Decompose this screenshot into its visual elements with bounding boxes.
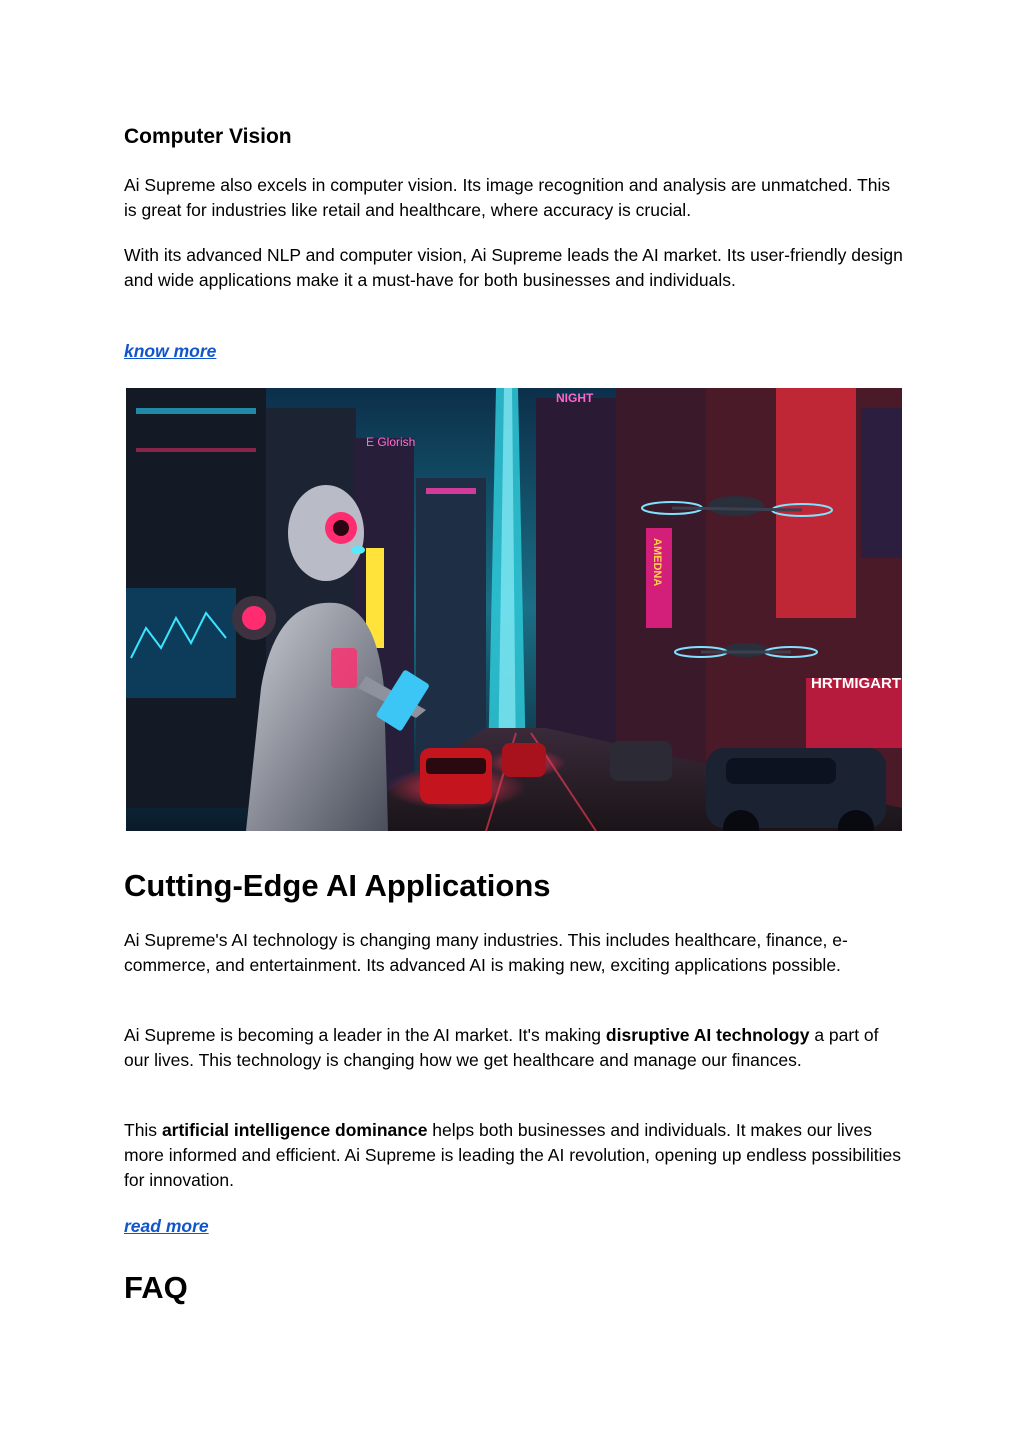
red-car-1 <box>420 748 492 804</box>
dark-car <box>610 741 672 781</box>
applications-paragraph-2-text-b: a part of our lives. This technology is changing how we get healthcare and manage our finances. <box>124 1025 879 1070</box>
computer-vision-paragraph-2: With its advanced NLP and computer vision, Ai Supreme leads the AI market. Its user-friendly design and wide applications make it a must-have for both businesses and individuals. <box>124 245 903 290</box>
read-more-link[interactable]: read more <box>124 1216 209 1236</box>
computer-vision-heading: Computer Vision <box>124 125 292 148</box>
applications-paragraph-1: Ai Supreme's AI technology is changing many industries. This includes healthcare, finance, e-commerce, and entertainment. Its advanced AI is making new, exciting applications possible. <box>124 930 848 975</box>
stock-screen <box>126 588 236 698</box>
sign-hrtmigart: HRTMIGART <box>811 675 901 692</box>
applications-paragraph-3 <box>124 1118 904 1193</box>
applications-paragraph-3-text-a: This <box>124 1120 162 1140</box>
cyberpunk-city-illustration <box>126 388 902 831</box>
applications-heading: Cutting-Edge AI Applications <box>124 868 551 903</box>
disruptive-ai-technology-emphasis: disruptive AI technology <box>605 1025 810 1045</box>
sign-amedna: AMEDNA <box>651 538 663 587</box>
red-car-2 <box>502 743 546 777</box>
building-right-1 <box>536 398 616 778</box>
sign-night: NIGHT <box>556 391 594 405</box>
ai-dominance-emphasis: artificial intelligence dominance <box>161 1120 428 1140</box>
applications-paragraph-2 <box>124 1023 904 1073</box>
sign-e-glorish: E Glorish <box>366 435 416 449</box>
applications-paragraph-2-text-a: Ai Supreme is becoming a leader in the AI market. It's making <box>124 1025 606 1045</box>
applications-paragraph-3-text-b: helps both businesses and individuals. It makes our lives more informed and efficient. Ai Supreme is leading the AI revolution, opening up endless possibilities for innovation. <box>124 1120 901 1190</box>
faq-heading: FAQ <box>124 1270 188 1305</box>
know-more-link[interactable]: know more <box>124 341 217 361</box>
building-left-4 <box>416 478 486 778</box>
computer-vision-paragraph-1: Ai Supreme also excels in computer vision. Its image recognition and analysis are unmatched. This is great for industries like retail and healthcare, where accuracy is crucial. <box>124 175 891 220</box>
